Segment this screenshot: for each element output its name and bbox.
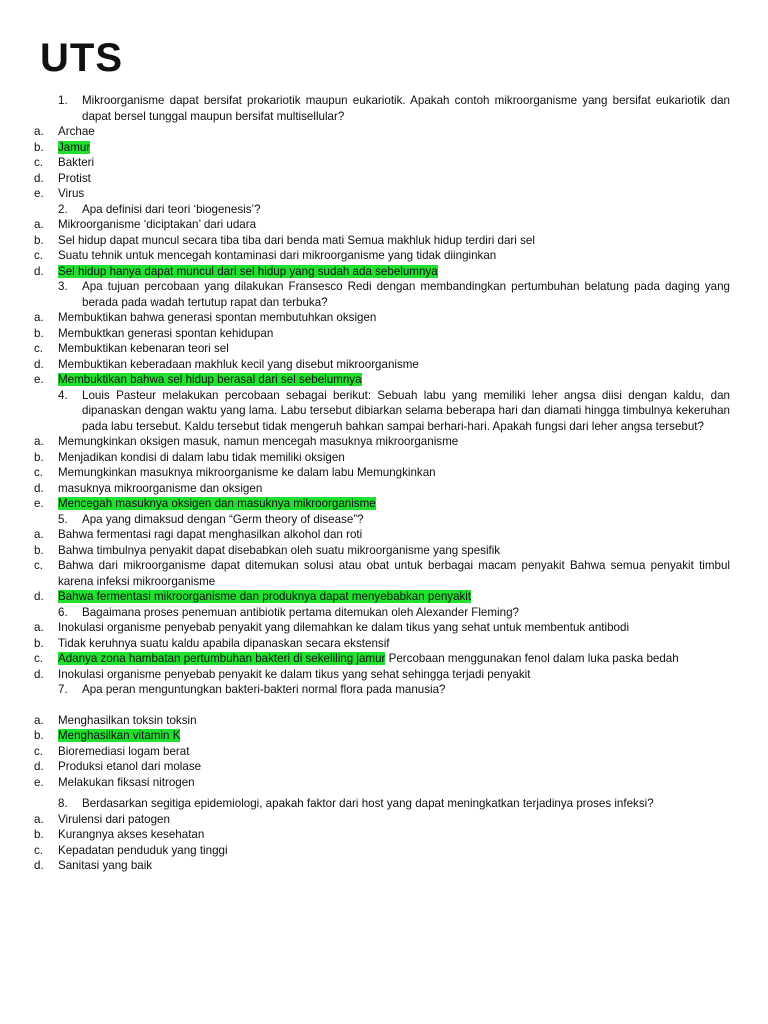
option-7e <box>34 775 730 791</box>
page-title: UTS <box>40 36 123 80</box>
option-letter: c. <box>34 466 44 479</box>
option-letter: d. <box>34 859 44 872</box>
question-4 <box>34 388 730 435</box>
option-letter: a. <box>34 621 44 634</box>
option-2c <box>34 248 730 264</box>
option-3d <box>34 357 730 373</box>
option-text: Bahwa timbulnya penyakit dapat disebabkan oleh suatu mikroorganisme yang spesifik <box>58 543 501 557</box>
option-1d <box>34 171 730 187</box>
option-2d <box>34 264 730 280</box>
option-7a <box>34 713 730 729</box>
option-2b <box>34 233 730 249</box>
option-4c <box>34 465 730 481</box>
option-letter: b. <box>34 729 44 742</box>
option-letter: b. <box>34 450 44 464</box>
question-number: 7. <box>58 683 68 696</box>
option-text: Membuktikan bahwa generasi spontan membutuhkan oksigen <box>58 311 377 324</box>
question-2 <box>34 202 730 218</box>
option-8a <box>34 812 730 828</box>
question-text: Berdasarkan segitiga epidemiologi, apakah faktor dari host yang dapat meningkatkan terjadinya proses infeksi? <box>82 797 654 810</box>
option-letter: b. <box>34 543 44 557</box>
option-6c <box>34 651 730 667</box>
question-text: Apa yang dimaksud dengan “Germ theory of disease”? <box>82 512 364 526</box>
option-text <box>58 140 730 156</box>
option-letter: d. <box>34 171 44 185</box>
option-7d <box>34 759 730 775</box>
question-text: Apa tujuan percobaan yang dilakukan Fransesco Redi dengan membandingkan pertumbuhan belatung pada daging yang berada pada wadah tertutup rapat dan terbuka? <box>82 280 730 309</box>
option-5d <box>34 589 730 605</box>
option-text <box>58 728 730 744</box>
question-6 <box>34 605 730 621</box>
option-text: Melakukan fiksasi nitrogen <box>58 775 195 789</box>
option-text <box>58 372 730 388</box>
option-4d <box>34 481 730 497</box>
option-6b <box>34 636 730 652</box>
option-letter: b. <box>34 828 44 841</box>
option-letter: d. <box>34 264 44 278</box>
option-letter: e. <box>34 187 44 200</box>
answer-highlight: Adanya zona hambatan pertumbuhan bakteri di sekeliling jamur <box>58 652 386 665</box>
option-text: Menjadikan kondisi di dalam labu tidak memiliki oksigen <box>58 450 345 464</box>
option-1b <box>34 140 730 156</box>
spacer <box>34 698 730 713</box>
option-letter: b. <box>34 636 44 650</box>
question-text: Apa definisi dari teori ‘biogenesis’? <box>82 202 261 216</box>
option-letter: c. <box>34 249 44 262</box>
option-letter: a. <box>34 125 44 138</box>
option-6d <box>34 667 730 683</box>
question-number: 2. <box>58 202 68 216</box>
option-text: masuknya mikroorganisme dan oksigen <box>58 481 263 495</box>
option-letter: a. <box>34 311 44 324</box>
option-text: Membuktikan kebenaran teori sel <box>58 342 229 355</box>
option-3e <box>34 372 730 388</box>
option-text <box>58 496 730 512</box>
option-letter: a. <box>34 218 44 231</box>
option-letter: d. <box>34 357 44 371</box>
option-text: Produksi etanol dari molase <box>58 760 202 773</box>
answer-highlight: Membuktikan bahwa sel hidup berasal dari sel sebelumnya <box>58 373 362 386</box>
option-text: Protist <box>58 171 91 185</box>
option-letter: c. <box>34 156 44 169</box>
option-1e <box>34 186 730 202</box>
option-text <box>58 589 730 605</box>
option-3b <box>34 326 730 342</box>
option-5c <box>34 558 730 589</box>
option-text: Bahwa fermentasi ragi dapat menghasilkan alkohol dan roti <box>58 528 363 541</box>
option-text: Adanya zona hambatan pertumbuhan bakteri di sekeliling jamur Percobaan menggunakan fenol dalam luka paska bedah <box>58 652 679 665</box>
option-text: Sel hidup dapat muncul secara tiba tiba dari benda mati Semua makhluk hidup terdiri dari sel <box>58 233 535 247</box>
option-4a <box>34 434 730 450</box>
option-text: Memungkinkan oksigen masuk, namun mencegah masuknya mikroorganisme <box>58 435 459 448</box>
option-text <box>58 264 730 280</box>
option-text: Bakteri <box>58 156 95 169</box>
option-letter: a. <box>34 713 44 727</box>
option-4e <box>34 496 730 512</box>
option-letter: e. <box>34 775 44 789</box>
option-letter: e. <box>34 497 44 510</box>
question-number: 5. <box>58 512 68 526</box>
answer-highlight: Sel hidup hanya dapat muncul dari sel hidup yang sudah ada sebelumnya <box>58 264 438 278</box>
option-letter: c. <box>34 843 44 857</box>
option-8b <box>34 827 730 843</box>
question-3 <box>34 279 730 310</box>
option-text: Membuktkan generasi spontan kehidupan <box>58 326 274 340</box>
option-letter: d. <box>34 760 44 773</box>
option-2a <box>34 217 730 233</box>
option-7b <box>34 728 730 744</box>
option-3c <box>34 341 730 357</box>
question-number: 3. <box>58 280 68 293</box>
option-letter: e. <box>34 373 44 386</box>
option-text: Archae <box>58 125 95 138</box>
option-text: Suatu tehnik untuk mencegah kontaminasi dari mikroorganisme yang tidak diinginkan <box>58 249 497 262</box>
option-4b <box>34 450 730 466</box>
option-text: Tidak keruhnya suatu kaldu apabila dipanaskan secara ekstensif <box>58 636 390 650</box>
option-text: Kepadatan penduduk yang tinggi <box>58 843 228 857</box>
answer-highlight: Mencegah masuknya oksigen dan masuknya mikroorganisme <box>58 497 376 510</box>
option-1a <box>34 124 730 140</box>
option-text: Membuktikan keberadaan makhluk kecil yang disebut mikroorganisme <box>58 357 419 371</box>
option-7c <box>34 744 730 760</box>
question-list <box>34 93 730 874</box>
option-6a <box>34 620 730 636</box>
option-3a <box>34 310 730 326</box>
question-text: Mikroorganisme dapat bersifat prokariotik maupun eukariotik. Apakah contoh mikroorganisme yang bersifat eukariotik dan dapat bersel tunggal maupun bersifat multisellular? <box>82 94 730 123</box>
option-text: Inokulasi organisme penyebab penyakit yang dilemahkan ke dalam tikus yang sehat untuk membentuk antibodi <box>58 621 630 634</box>
answer-highlight: Bahwa fermentasi mikroorganisme dan produknya dapat menyebabkan penyakit <box>58 590 472 603</box>
question-5 <box>34 512 730 528</box>
option-letter: a. <box>34 435 44 448</box>
option-text: Inokulasi organisme penyebab penyakit ke dalam tikus yang sehat sehingga terjadi penyakit <box>58 667 531 681</box>
option-text: Memungkinkan masuknya mikroorganisme ke dalam labu Memungkinkan <box>58 466 436 479</box>
question-number: 8. <box>58 797 68 810</box>
question-text: Louis Pasteur melakukan percobaan sebagai berikut: Sebuah labu yang memiliki leher angsa diisi dengan kaldu, dan dipanaskan dengan waktu yang lama. Labu tersebut dibiarkan selama beberapa hari dan diamati hingga timbulnya kekeruhan pada labu tersebut. Kaldu tersebut tidak mengeruh bahkan sampai berhari-hari. Apakah fungsi dari leher angsa tersebut? <box>82 388 730 433</box>
option-letter: b. <box>34 326 44 340</box>
option-letter: a. <box>34 528 44 541</box>
option-letter: c. <box>34 744 44 758</box>
answer-highlight: Menghasilkan vitamin K <box>58 729 181 742</box>
question-7 <box>34 682 730 698</box>
option-5b <box>34 543 730 559</box>
option-letter: c. <box>34 652 44 665</box>
option-text: Menghasilkan toksin toksin <box>58 713 197 727</box>
question-text: Bagaimana proses penemuan antibiotik pertama ditemukan oleh Alexander Fleming? <box>82 605 519 619</box>
option-text: Virulensi dari patogen <box>58 812 170 826</box>
option-8d <box>34 858 730 874</box>
option-1c <box>34 155 730 171</box>
option-5a <box>34 527 730 543</box>
option-text: Kurangnya akses kesehatan <box>58 828 205 841</box>
option-letter: d. <box>34 481 44 495</box>
option-text: Mikroorganisme ‘diciptakan’ dari udara <box>58 218 257 231</box>
option-text: Sanitasi yang baik <box>58 859 153 872</box>
option-letter: c. <box>34 559 44 572</box>
option-text: Bahwa dari mikroorganisme dapat ditemukan solusi atau obat untuk berbagai macam penyakit Bahwa semua penyakit timbul karena infeksi mikroorganisme <box>58 559 730 588</box>
question-number: 4. <box>58 388 68 402</box>
option-8c <box>34 843 730 859</box>
question-1 <box>34 93 730 124</box>
option-letter: b. <box>34 233 44 247</box>
option-letter: b. <box>34 140 44 154</box>
question-text: Apa peran menguntungkan bakteri-bakteri normal flora pada manusia? <box>82 683 446 696</box>
question-number: 1. <box>58 94 68 107</box>
option-text: Bioremediasi logam berat <box>58 744 190 758</box>
question-8 <box>34 796 730 812</box>
option-letter: a. <box>34 812 44 826</box>
option-letter: d. <box>34 667 44 681</box>
option-letter: d. <box>34 590 44 603</box>
option-letter: c. <box>34 342 44 355</box>
option-text: Virus <box>58 187 85 200</box>
answer-highlight: Jamur <box>58 140 91 154</box>
question-number: 6. <box>58 605 68 619</box>
